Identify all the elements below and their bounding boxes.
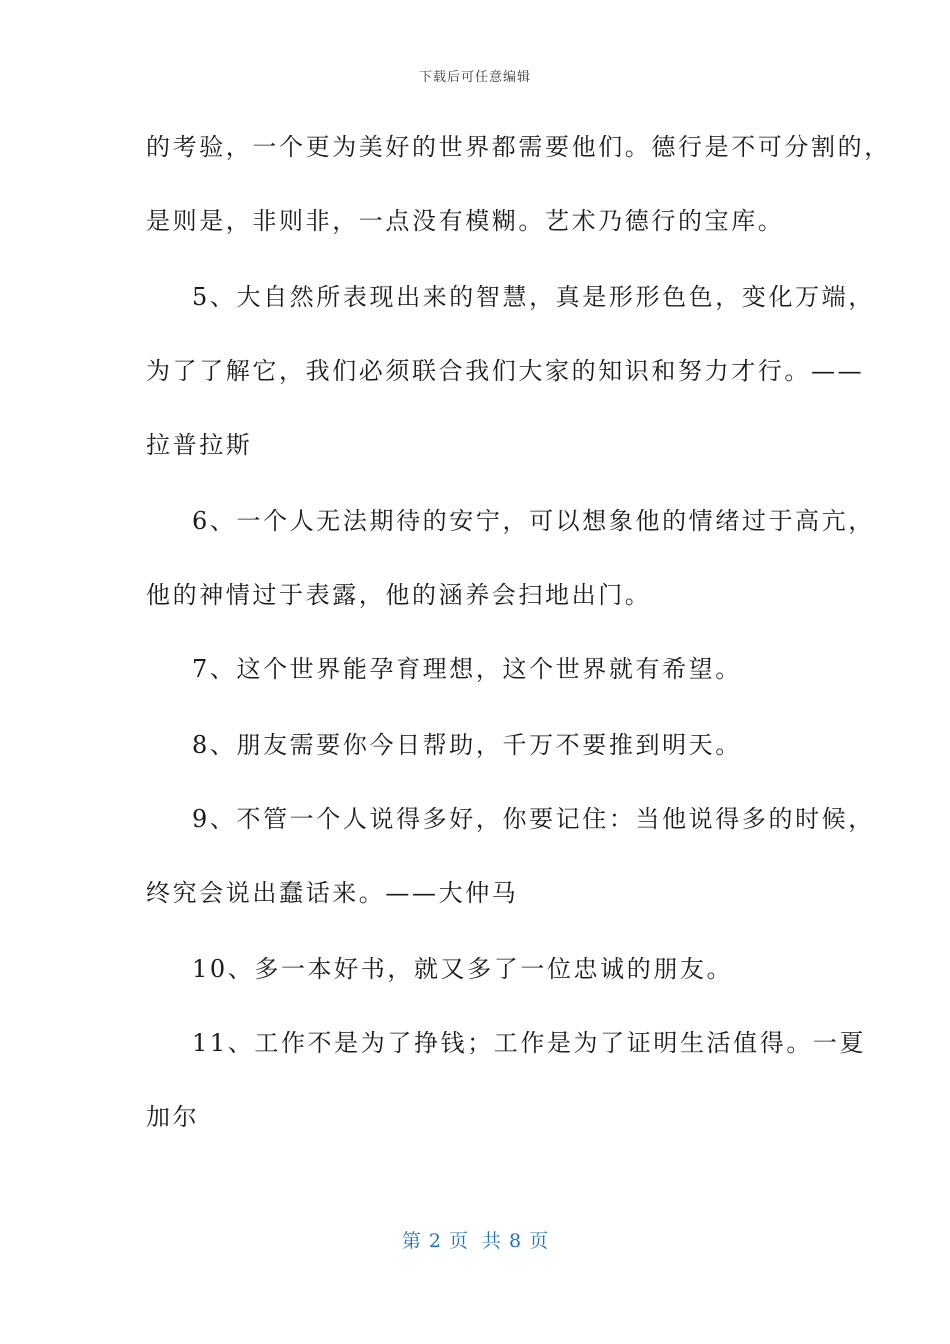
page-footer [0, 1226, 950, 1253]
header-note: 下载后可任意编辑 [418, 70, 531, 85]
page-label-prefix: 第 [401, 1230, 421, 1252]
body-line: 为了了解它，我们必须联合我们大家的知识和努力才行。—— [146, 357, 865, 385]
body-line: 8、朋友需要你今日帮助，千万不要推到明天。 [192, 731, 742, 759]
body-line: 5、大自然所表现出来的智慧，真是形形色色，变化万端， [192, 283, 875, 311]
body-line: 拉普拉斯 [146, 431, 253, 459]
page-label-suffix: 页 [529, 1230, 549, 1252]
body-line: 7、这个世界能孕育理想，这个世界就有希望。 [192, 655, 742, 683]
body-line: 6、一个人无法期待的安宁，可以想象他的情绪过于高亢， [192, 507, 875, 535]
body-line: 的考验，一个更为美好的世界都需要他们。德行是不可分割的， [146, 133, 891, 161]
total-pages-number: 8 [509, 1230, 522, 1252]
body-line: 终究会说出蠢话来。——大仲马 [146, 879, 519, 907]
body-line: 是则是，非则非，一点没有模糊。艺术乃德行的宝库。 [146, 207, 785, 235]
body-line: 加尔 [146, 1103, 200, 1131]
body-line: 他的神情过于表露，他的涵养会扫地出门。 [146, 581, 652, 609]
body-line: 10、多一本好书，就又多了一位忠诚的朋友。 [192, 955, 734, 983]
page-label-middle: 页 共 [448, 1230, 502, 1252]
body-line: 11、工作不是为了挣钱；工作是为了证明生活值得。一夏 [192, 1029, 867, 1057]
current-page-number: 2 [428, 1230, 441, 1252]
body-line: 9、不管一个人说得多好，你要记住：当他说得多的时候， [192, 805, 875, 833]
